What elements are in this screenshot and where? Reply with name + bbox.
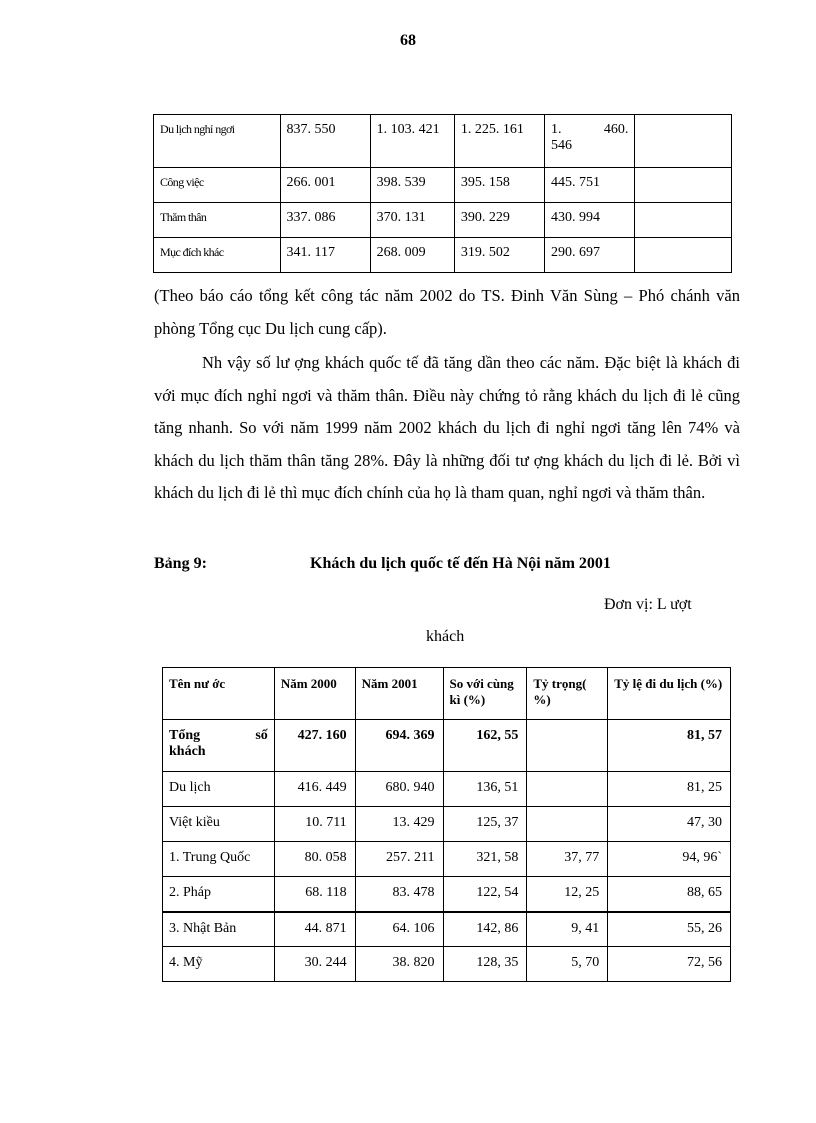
cell: 266. 001 bbox=[280, 168, 370, 203]
number-part: 1. bbox=[551, 122, 562, 137]
total-label-part: khách bbox=[169, 744, 206, 759]
cell: 122, 54 bbox=[443, 877, 527, 912]
column-header: Năm 2001 bbox=[355, 668, 443, 720]
row-label: Du lịch bbox=[163, 772, 275, 807]
cell: 30. 244 bbox=[274, 947, 355, 982]
row-label: 4. Mỹ bbox=[163, 947, 275, 982]
total-label-part: Tổng bbox=[169, 728, 201, 743]
column-header: Tỷ lệ đi du lịch (%) bbox=[608, 668, 731, 720]
cell: 5, 70 bbox=[527, 947, 608, 982]
cell: 837. 550 bbox=[280, 115, 370, 168]
cell: 68. 118 bbox=[274, 877, 355, 912]
cell: 55, 26 bbox=[608, 912, 731, 947]
page-number: 68 bbox=[400, 32, 416, 49]
cell bbox=[527, 807, 608, 842]
cell: 13. 429 bbox=[355, 807, 443, 842]
row-label: 3. Nhật Bản bbox=[163, 912, 275, 947]
cell: 319. 502 bbox=[454, 238, 544, 273]
cell: 10. 711 bbox=[274, 807, 355, 842]
split-number bbox=[551, 122, 628, 138]
cell: 694. 369 bbox=[355, 720, 443, 772]
body-paragraph: Nh vậy số lư ợng khách quốc tế đã tăng dần theo các năm. Đặc biệt là khách đi với mục đích nghỉ ngơi và thăm thân. Điều này chứng tỏ rằng khách du lịch đi lẻ cũng tăng nhanh. So với năm 1999 năm 2002 khách du lịch đi nghỉ ngơi tăng lên 74% và khách du lịch thăm thân tăng 28%. Đây là những đối tư ợng khách du lịch đi lẻ. Bởi vì khách du lịch đi lẻ thì mục đích chính của họ là tham quan, nghỉ ngơi và thăm thân. bbox=[154, 353, 740, 502]
cell: 268. 009 bbox=[370, 238, 454, 273]
cell bbox=[635, 238, 732, 273]
number-part: 460. bbox=[603, 122, 629, 137]
cell: 81, 57 bbox=[608, 720, 731, 772]
cell bbox=[635, 203, 732, 238]
cell: 47, 30 bbox=[608, 807, 731, 842]
table-row bbox=[163, 877, 731, 912]
row-label: 2. Pháp bbox=[163, 877, 275, 912]
travel-purpose-table bbox=[153, 114, 732, 273]
unit-line: Đơn vị: L ượt bbox=[604, 596, 692, 613]
cell: 416. 449 bbox=[274, 772, 355, 807]
unit-line-continued: khách bbox=[426, 628, 465, 645]
cell: 37, 77 bbox=[527, 842, 608, 877]
table-title: Khách du lịch quốc tế đến Hà Nội năm 2001 bbox=[310, 555, 611, 572]
row-label bbox=[163, 720, 275, 772]
international-visitors-table bbox=[162, 667, 731, 982]
cell bbox=[527, 772, 608, 807]
cell: 398. 539 bbox=[370, 168, 454, 203]
cell bbox=[545, 115, 635, 168]
cell: 44. 871 bbox=[274, 912, 355, 947]
table-row bbox=[154, 238, 732, 273]
column-header: Tỷ trọng( %) bbox=[527, 668, 608, 720]
total-row bbox=[163, 720, 731, 772]
cell: 80. 058 bbox=[274, 842, 355, 877]
cell: 257. 211 bbox=[355, 842, 443, 877]
source-caption: (Theo báo cáo tổng kết công tác năm 2002 do TS. Đinh Văn Sùng – Phó chánh văn phòng Tổng cục Du lịch cung cấp). bbox=[154, 286, 740, 338]
table-row bbox=[154, 115, 732, 168]
cell: 395. 158 bbox=[454, 168, 544, 203]
cell: 370. 131 bbox=[370, 203, 454, 238]
number-part: 546 bbox=[551, 138, 573, 153]
table-row bbox=[163, 772, 731, 807]
cell: 72, 56 bbox=[608, 947, 731, 982]
column-header: Năm 2000 bbox=[274, 668, 355, 720]
table-row bbox=[163, 807, 731, 842]
cell bbox=[635, 115, 732, 168]
table-label: Bảng 9: bbox=[154, 555, 207, 572]
cell: 337. 086 bbox=[280, 203, 370, 238]
table-row bbox=[163, 842, 731, 877]
table-row bbox=[154, 203, 732, 238]
table-row bbox=[163, 912, 731, 947]
cell: 136, 51 bbox=[443, 772, 527, 807]
cell: 680. 940 bbox=[355, 772, 443, 807]
cell: 430. 994 bbox=[545, 203, 635, 238]
cell: 390. 229 bbox=[454, 203, 544, 238]
column-header: So với cùng kì (%) bbox=[443, 668, 527, 720]
cell: 38. 820 bbox=[355, 947, 443, 982]
cell: 9, 41 bbox=[527, 912, 608, 947]
row-label: 1. Trung Quốc bbox=[163, 842, 275, 877]
cell: 1. 103. 421 bbox=[370, 115, 454, 168]
cell: 88, 65 bbox=[608, 877, 731, 912]
cell: 1. 225. 161 bbox=[454, 115, 544, 168]
table-row bbox=[163, 947, 731, 982]
row-label: Công việc bbox=[154, 168, 281, 203]
total-label-part: số bbox=[255, 728, 268, 743]
cell bbox=[635, 168, 732, 203]
cell: 81, 25 bbox=[608, 772, 731, 807]
table-header-row bbox=[163, 668, 731, 720]
cell: 142, 86 bbox=[443, 912, 527, 947]
cell: 128, 35 bbox=[443, 947, 527, 982]
cell bbox=[527, 720, 608, 772]
cell: 125, 37 bbox=[443, 807, 527, 842]
cell: 321, 58 bbox=[443, 842, 527, 877]
cell: 427. 160 bbox=[274, 720, 355, 772]
cell: 445. 751 bbox=[545, 168, 635, 203]
total-label-line bbox=[169, 728, 268, 744]
row-label: Việt kiều bbox=[163, 807, 275, 842]
cell: 83. 478 bbox=[355, 877, 443, 912]
row-label: Du lịch nghỉ ngơi bbox=[154, 115, 281, 168]
column-header: Tên nư ớc bbox=[163, 668, 275, 720]
cell: 290. 697 bbox=[545, 238, 635, 273]
row-label: Thăm thân bbox=[154, 203, 281, 238]
cell: 64. 106 bbox=[355, 912, 443, 947]
cell: 341. 117 bbox=[280, 238, 370, 273]
row-label: Mục đích khác bbox=[154, 238, 281, 273]
cell: 162, 55 bbox=[443, 720, 527, 772]
table-row bbox=[154, 168, 732, 203]
cell: 94, 96` bbox=[608, 842, 731, 877]
cell: 12, 25 bbox=[527, 877, 608, 912]
